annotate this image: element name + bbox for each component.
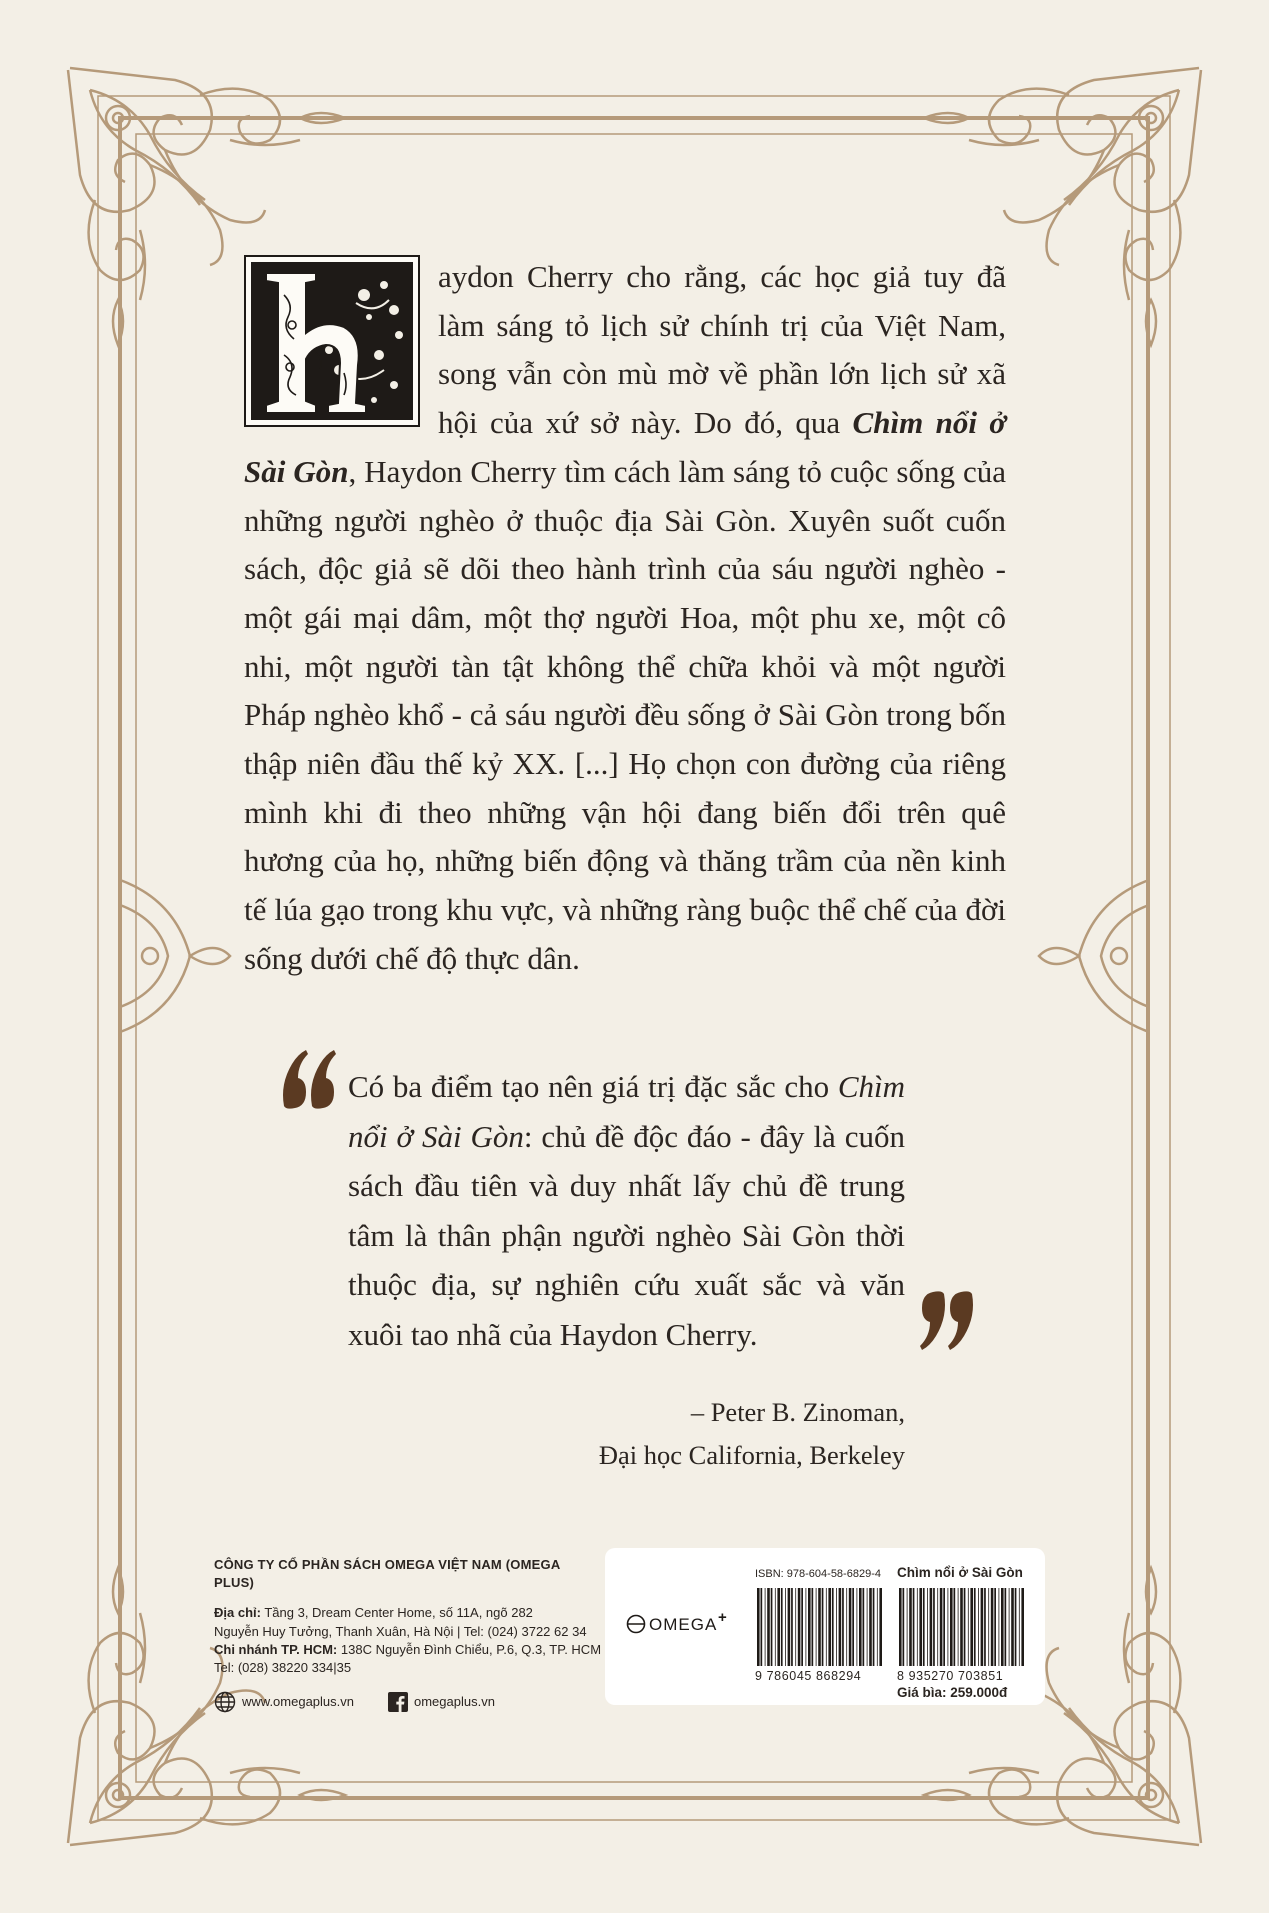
publisher-links (214, 1691, 600, 1713)
quote-affiliation: Đại học California, Berkeley (598, 1440, 905, 1470)
close-quote-icon (918, 1286, 978, 1356)
quote-part-1: Có ba điểm tạo nên giá trị đặc sắc cho (348, 1069, 838, 1104)
facebook-link[interactable]: omegaplus.vn (414, 1694, 495, 1710)
publisher-address-line-2: Nguyễn Huy Tưởng, Thanh Xuân, Hà Nội | Tel: (024) 3722 62 34 (214, 1623, 587, 1639)
publisher-name: CÔNG TY CỔ PHẦN SÁCH OMEGA VIỆT NAM (OMEGA PLUS) (214, 1557, 560, 1591)
omega-plus-logo (625, 1608, 735, 1638)
open-quote-icon (278, 1044, 338, 1114)
drop-cap-h-illustration (244, 255, 420, 427)
synopsis-part-1: aydon Cherry cho rằng, các học giả tuy đã làm sáng tỏ lịch sử chính trị của Việt Nam, song vẫn còn mù mờ về phần lớn lịch sử xã hội của xứ sở này. Do đó, qua (438, 259, 1006, 441)
ean-barcode-number: 8 935270 703851 (897, 1669, 1004, 1683)
svg-text:OMEGA: OMEGA (649, 1615, 718, 1634)
isbn-barcode (755, 1588, 883, 1666)
synopsis-part-2: , Haydon Cherry tìm cách làm sáng tỏ cuộc sống của những người nghèo ở thuộc địa Sài Gòn. Xuyên suốt cuốn sách, độc giả sẽ dõi theo hành trình của sáu người nghèo - một gái mại dâm, một thợ người Hoa, một phu xe, một cô nhi, một người tàn tật không thể chữa khỏi và một người Pháp nghèo khổ - cả sáu người đều sống ở Sài Gòn trong bốn thập niên đầu thế kỷ XX. [...] Họ chọn con đường của riêng mình khi đi theo những vận hội đang biến đổi trên quê hương của họ, những biến động và thăng trầm của nền kinh tế lúa gạo trong khu vực, và những ràng buộc thể chế của đời sống dưới chế độ thực dân. (244, 453, 1007, 976)
isbn-barcode-number: 9 786045 868294 (755, 1669, 862, 1683)
svg-text:+: + (718, 1609, 727, 1626)
globe-icon (214, 1691, 236, 1713)
publisher-branch: Chi nhánh TP. HCM: 138C Nguyễn Đình Chiểu, P.6, Q.3, TP. HCM (214, 1641, 602, 1657)
facebook-icon (388, 1692, 408, 1712)
quote-attribution (599, 1391, 905, 1477)
quote-part-2: : chủ đề độc đáo - đây là cuốn sách đầu tiên và duy nhất lấy chủ đề trung tâm là thân phận người nghèo Sài Gòn thời thuộc địa, sự nghiên cứu xuất sắc và văn xuôi tao nhã của Haydon Cherry. (348, 1118, 905, 1352)
ean-barcode (897, 1588, 1025, 1666)
quote-author: – Peter B. Zinoman, (690, 1397, 905, 1427)
website-link[interactable]: www.omegaplus.vn (242, 1694, 354, 1710)
publisher-branch-tel: Tel: (028) 38220 334|35 (214, 1660, 352, 1676)
book-title-inline: Chìm nổi ở Sài Gòn (244, 405, 1006, 489)
review-quote (348, 1062, 905, 1359)
synopsis (244, 253, 1006, 984)
barcode-panel (605, 1548, 1045, 1705)
publisher-info (214, 1556, 600, 1713)
cover-price: Giá bìa: 259.000đ (897, 1685, 1008, 1700)
quote-book-title: Chìm nổi ở Sài Gòn (348, 1069, 905, 1154)
isbn-label: ISBN: 978-604-58-6829-4 (755, 1568, 881, 1580)
publisher-address: Địa chỉ: Tầng 3, Dream Center Home, số 11A, ngõ 282 (214, 1605, 533, 1621)
barcode-book-title: Chìm nổi ở Sài Gòn (897, 1565, 1023, 1580)
